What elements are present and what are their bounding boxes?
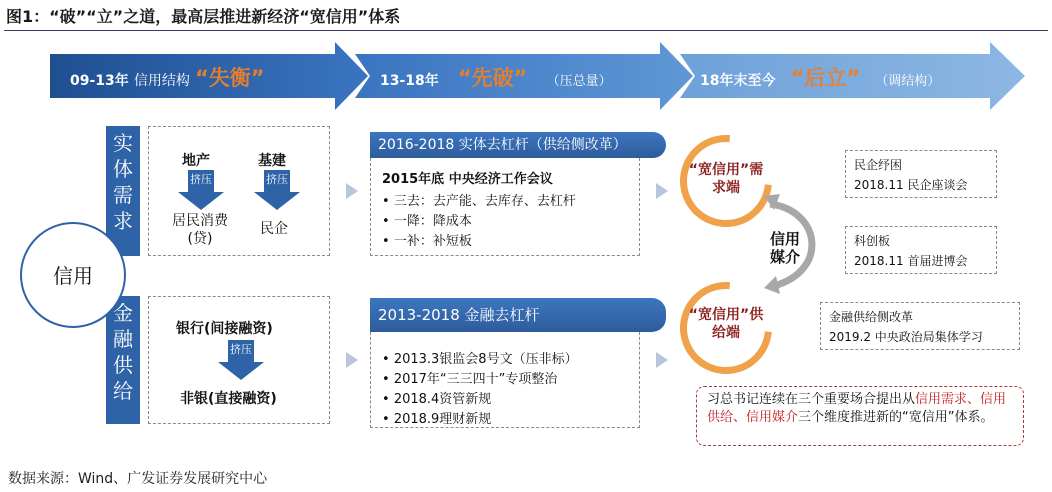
right-box-star-market <box>845 226 997 274</box>
connector-triangle <box>656 183 668 199</box>
finance-supply-side-label <box>106 296 140 424</box>
finance-supply-side-text: 金融供给 <box>113 301 133 403</box>
consumer-loans-label: 居民消费(贷) <box>172 213 228 247</box>
stage-2-note: （压总量） <box>546 74 612 89</box>
supply-ring-label: “宽信用”供给端 <box>688 307 764 341</box>
connector-triangle <box>346 183 358 199</box>
right-box-3-detail: 2019.2 中央政治局集体学习 <box>829 330 983 344</box>
upper-panel-line-2-text: 三去：去产能、去库存、去杠杆 <box>393 194 576 209</box>
stage-2-label: “先破” <box>457 66 528 90</box>
stage-2-period: 13-18年 <box>380 73 439 89</box>
right-box-3-title: 金融供给侧改革 <box>829 310 914 324</box>
timeline-stage-3 <box>700 62 940 92</box>
right-box-1-title: 民企纾困 <box>854 158 903 172</box>
upper-panel-line-3-text: 一降：降成本 <box>393 214 472 229</box>
stage-3-label: “后立” <box>790 66 861 90</box>
private-firms-label: 民企 <box>260 221 288 237</box>
press-2-label: 挤压 <box>266 173 288 186</box>
upper-panel-line-4-text: 一补：补短板 <box>393 234 472 249</box>
credit-circle <box>20 222 126 328</box>
note-text-2: 三个维度推进新的“宽信用”体系。 <box>798 410 994 425</box>
note-text-highlight: 信用需求、信用供给、信用媒介 <box>707 392 1007 425</box>
lower-panel-line-3-text: 2018.4资管新规 <box>393 392 492 407</box>
upper-panel-line-1: 2015年底 中央经济工作会议 <box>382 172 553 187</box>
press-3-label: 挤压 <box>230 343 252 356</box>
lower-panel-line-2-text: 2017年“三三四十”专项整治 <box>393 372 558 387</box>
right-box-2-detail: 2018.11 首届进博会 <box>854 254 968 268</box>
non-bank-label: 非银(直接融资) <box>180 391 277 407</box>
lower-panel-line-1: • 2013.3银监会8号文（压非标） <box>382 352 578 367</box>
stage-1-subject: 信用结构 <box>133 73 190 89</box>
infrastructure-title: 基建 <box>258 153 286 169</box>
real-estate-title: 地产 <box>182 153 210 169</box>
press-arrow-3 <box>218 340 264 380</box>
upper-panel-line-4: • 一补：补短板 <box>382 234 472 249</box>
stage-3-note: （调结构） <box>875 74 941 89</box>
right-box-1-detail: 2018.11 民企座谈会 <box>854 178 968 192</box>
lower-panel-line-4: • 2018.9理财新规 <box>382 412 492 427</box>
upper-panel-line-3: • 一降：降成本 <box>382 214 472 229</box>
stage-3-period: 18年末至今 <box>700 73 776 89</box>
source-note: 数据来源：Wind、广发证券发展研究中心 <box>8 471 268 487</box>
demand-ring-label: “宽信用”需求端 <box>688 162 764 196</box>
stage-1-period: 09-13年 <box>70 73 129 89</box>
lower-panel-line-1-text: 2013.3银监会8号文（压非标） <box>393 352 578 367</box>
lower-panel-line-2: • 2017年“三三四十”专项整治 <box>382 372 558 387</box>
lower-panel-line-3: • 2018.4资管新规 <box>382 392 492 407</box>
timeline-stage-2 <box>380 62 612 92</box>
press-arrow-2 <box>254 170 300 210</box>
note-text-1: 习总书记连续在三个重要场合提出从 <box>707 392 916 407</box>
right-box-2-title: 科创板 <box>854 234 891 248</box>
lower-panel-line-4-text: 2018.9理财新规 <box>393 412 492 427</box>
upper-panel-line-2: • 三去：去产能、去库存、去杠杆 <box>382 194 576 209</box>
connector-triangle <box>656 352 668 368</box>
press-arrow-1 <box>178 170 224 210</box>
bank-label: 银行(间接融资) <box>176 321 273 337</box>
figure-title: 图1：“破”“立”之道，最高层推进新经济“宽信用”体系 <box>6 7 401 26</box>
title-rule <box>4 30 1048 31</box>
note-box <box>696 386 1024 446</box>
connector-triangle <box>346 352 358 368</box>
right-box-finance-reform <box>820 302 1020 350</box>
timeline-stage-1 <box>70 62 265 92</box>
real-demand-side-label <box>106 126 140 256</box>
press-1-label: 挤压 <box>190 173 212 186</box>
upper-panel-header: 2016-2018 实体去杠杆（供给侧改革） <box>370 132 666 158</box>
real-demand-side-text: 实体需求 <box>113 131 133 233</box>
lower-panel-header: 2013-2018 金融去杠杆 <box>370 298 666 332</box>
credit-label: 信用 <box>53 264 93 288</box>
credit-medium-label: 信用媒介 <box>770 230 801 266</box>
right-box-private-firms <box>845 150 997 198</box>
stage-1-label: “失衡” <box>194 66 265 90</box>
